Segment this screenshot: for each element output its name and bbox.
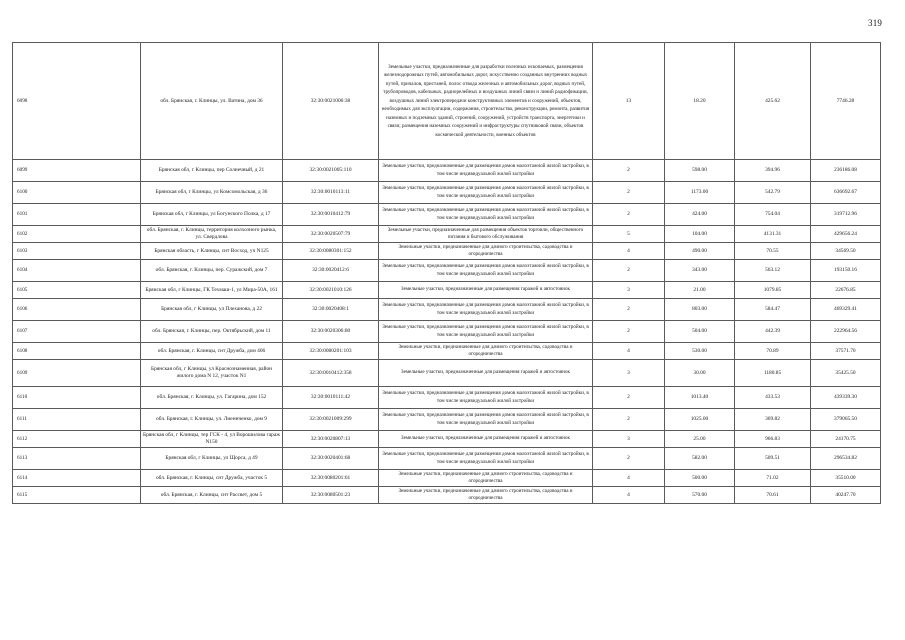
address-cell: обл. Брянская, г. Клинцы, ул. Лиеннченко, дом 9: [141, 409, 283, 431]
address-cell: обл. Брянская, г. Клинцы, пер. Суражский, дом 7: [141, 260, 283, 282]
row-number: 6107: [13, 321, 141, 343]
area-cell: 803.00: [665, 299, 735, 321]
specific-value-cell: 542.79: [735, 182, 811, 204]
cadastral-number-cell: 32:30:0021010:126: [283, 282, 379, 299]
use-group-code-cell: 2: [593, 448, 665, 470]
land-use-cell: Земельные участки, предназначенные для дачного строительства, садоводства и огородничества: [379, 343, 593, 360]
address-cell: обл. Брянская, г. Клинцы, снт Рассвет, дом 5: [141, 487, 283, 504]
specific-value-cell: 70.55: [735, 243, 811, 260]
specific-value-cell: 1079.85: [735, 282, 811, 299]
use-group-code-cell: 3: [593, 282, 665, 299]
row-number: 6115: [13, 487, 141, 504]
cadastral-value-cell: 296534.82: [811, 448, 881, 470]
address-cell: обл. Брянская, г. Клинцы, территория колхозного рынка, ул. Свердлова: [141, 226, 283, 243]
specific-value-cell: 70.61: [735, 487, 811, 504]
cadastral-value-cell: 34569.50: [811, 243, 881, 260]
cadastral-value-cell: 439339.30: [811, 387, 881, 409]
address-cell: Брянская обл, г Клинцы, ул Комсомольская, д 36: [141, 182, 283, 204]
area-cell: 582.00: [665, 448, 735, 470]
land-use-cell: Земельные участки, предназначенные для размещения домов малоэтажной жилой застройки, в том числе индивидуальной жилой застройки: [379, 448, 593, 470]
table-row: [13, 409, 881, 431]
area-cell: 104.00: [665, 226, 735, 243]
specific-value-cell: 1180.85: [735, 360, 811, 387]
cadastral-number-cell: 32:30:0020408:1: [283, 299, 379, 321]
use-group-code-cell: 3: [593, 360, 665, 387]
land-use-cell: Земельные участки, предназначенные для разработки полезных ископаемых, размещения железнодорожных путей, автомобильных дорог, искусственно созданных внутренних водных путей, причалов, пристаней, полос отвода железных и автомобильных дорог, водных путей, трубопроводов, кабельных, радиорелейных и воздушных линий связи и линий радиофикации, воздушных линий электропередачи конструктивных элементов и сооружений, объектов, необходимых для эксплуатации, содержания, строительства, реконструкции, ремонта, развития наземных и подземных зданий, строений, сооружений, устройств транспорта, энергетики и связи; размещения наземных сооружений и инфраструктуры спутниковой связи, объектов космической деятельности, военных объектов: [379, 43, 593, 160]
specific-value-cell: 4131.31: [735, 226, 811, 243]
cadastral-value-cell: 319712.96: [811, 204, 881, 226]
table-row: [13, 470, 881, 487]
row-number: 6109: [13, 360, 141, 387]
address-cell: Брянская обл, г Клинцы, ГК Техмаш-1, ул Мира-50А, 161: [141, 282, 283, 299]
table-row: [13, 321, 881, 343]
land-use-cell: Земельные участки, предназначенные для размещения домов малоэтажной жилой застройки, в том числе индивидуальной жилой застройки: [379, 182, 593, 204]
cadastral-value-cell: 7746.28: [811, 43, 881, 160]
cadastral-value-cell: 636692.67: [811, 182, 881, 204]
table-row: [13, 487, 881, 504]
address-cell: Брянская обл, г Клинцы, пер Солнечный, д 21: [141, 160, 283, 182]
cadastral-number-cell: 32:30:0020412:6: [283, 260, 379, 282]
cadastral-number-cell: 32:30:0020807:13: [283, 431, 379, 448]
cadastral-number-cell: 32:30:0010412:79: [283, 204, 379, 226]
land-use-cell: Земельные участки, предназначенные для дачного строительства, садоводства и огородничества: [379, 243, 593, 260]
area-cell: 504.00: [665, 321, 735, 343]
land-use-cell: Земельные участки, предназначенные для размещения домов малоэтажной жилой застройки, в том числе индивидуальной жилой застройки: [379, 204, 593, 226]
table-row: [13, 299, 881, 321]
address-cell: Брянская обл, г Клинцы, ул Щорса, д 49: [141, 448, 283, 470]
cadastral-number-cell: 32:30:0021005:110: [283, 160, 379, 182]
cadastral-number-cell: 32:30:0020507:79: [283, 226, 379, 243]
table-row: [13, 343, 881, 360]
area-cell: 500.00: [665, 470, 735, 487]
row-number: 6106: [13, 299, 141, 321]
use-group-code-cell: 4: [593, 487, 665, 504]
address-cell: Брянская обл, г Клинцы, ул Плеханова, д 22: [141, 299, 283, 321]
use-group-code-cell: 5: [593, 226, 665, 243]
address-cell: обл. Брянская, г. Клинцы, пер. Октябрьский, дом 11: [141, 321, 283, 343]
row-number: 6102: [13, 226, 141, 243]
row-number: 6103: [13, 243, 141, 260]
address-cell: обл. Брянская, г. Клинцы, снт Дружба, участок 5: [141, 470, 283, 487]
land-use-cell: Земельные участки, предназначенные для размещения домов малоэтажной жилой застройки, в том числе индивидуальной жилой застройки: [379, 387, 593, 409]
land-use-cell: Земельные участки, предназначенные для дачного строительства, садоводства и огородничества: [379, 487, 593, 504]
cadastral-number-cell: 32:30:0080501:23: [283, 487, 379, 504]
cadastral-value-cell: 236186.08: [811, 160, 881, 182]
row-number: 6108: [13, 343, 141, 360]
row-number: 6100: [13, 182, 141, 204]
land-use-cell: Земельные участки, предназначенные для дачного строительства, садоводства и огородничества: [379, 470, 593, 487]
cadastral-number-cell: 32:30:0010113:11: [283, 182, 379, 204]
table-row: [13, 182, 881, 204]
cadastral-number-cell: 32:30:0010111:42: [283, 387, 379, 409]
specific-value-cell: 433.53: [735, 387, 811, 409]
cadastral-number-cell: 32:30:0021009:299: [283, 409, 379, 431]
area-cell: 30.00: [665, 360, 735, 387]
row-number: 6104: [13, 260, 141, 282]
cadastral-number-cell: 32:30:0010412:358: [283, 360, 379, 387]
specific-value-cell: 966.83: [735, 431, 811, 448]
row-number: 6113: [13, 448, 141, 470]
use-group-code-cell: 2: [593, 160, 665, 182]
land-use-cell: Земельные участки, предназначенные для размещения домов малоэтажной жилой застройки, в том числе индивидуальной жилой застройки: [379, 409, 593, 431]
specific-value-cell: 509.51: [735, 448, 811, 470]
row-number: 6098: [13, 43, 141, 160]
use-group-code-cell: 4: [593, 470, 665, 487]
cadastral-value-cell: 469329.41: [811, 299, 881, 321]
address-cell: обл. Брянская, г. Клинцы, ул. Гагарина, дом 152: [141, 387, 283, 409]
address-cell: Брянская обл, г Клинцы, ул Богунского Полка, д 17: [141, 204, 283, 226]
use-group-code-cell: 2: [593, 204, 665, 226]
cadastral-number-cell: 32:30:0020306:80: [283, 321, 379, 343]
use-group-code-cell: 3: [593, 431, 665, 448]
table-row: [13, 226, 881, 243]
table-row: [13, 260, 881, 282]
row-number: 6099: [13, 160, 141, 182]
row-number: 6101: [13, 204, 141, 226]
use-group-code-cell: 13: [593, 43, 665, 160]
cadastral-value-cell: 35510.00: [811, 470, 881, 487]
specific-value-cell: 425.62: [735, 43, 811, 160]
area-cell: 343.00: [665, 260, 735, 282]
address-cell: Брянская область, г Клинцы, снт Восход, уч N125: [141, 243, 283, 260]
table-row: [13, 360, 881, 387]
cadastral-value-cell: 429656.24: [811, 226, 881, 243]
specific-value-cell: 442.39: [735, 321, 811, 343]
area-cell: 424.00: [665, 204, 735, 226]
land-use-cell: Земельные участки, предназначенные для размещения гаражей и автостоянок: [379, 431, 593, 448]
cadastral-value-cell: 35425.50: [811, 360, 881, 387]
land-use-cell: Земельные участки, предназначенные для размещения домов малоэтажной жилой застройки, в том числе индивидуальной жилой застройки: [379, 160, 593, 182]
table-row: [13, 160, 881, 182]
area-cell: 1173.00: [665, 182, 735, 204]
cadastral-value-cell: 379065.50: [811, 409, 881, 431]
use-group-code-cell: 4: [593, 243, 665, 260]
cadastral-number-cell: 32:30:0080301:152: [283, 243, 379, 260]
table-row: [13, 448, 881, 470]
use-group-code-cell: 2: [593, 299, 665, 321]
area-cell: 1025.00: [665, 409, 735, 431]
land-use-cell: Земельные участки, предназначенные для размещения объектов торговли, общественного питания и бытового обслуживания: [379, 226, 593, 243]
register-body: [13, 43, 881, 504]
land-use-cell: Земельные участки, предназначенные для размещения домов малоэтажной жилой застройки, в том числе индивидуальной жилой застройки: [379, 321, 593, 343]
table-row: [13, 204, 881, 226]
area-cell: 598.00: [665, 160, 735, 182]
use-group-code-cell: 4: [593, 343, 665, 360]
area-cell: 21.00: [665, 282, 735, 299]
row-number: 6105: [13, 282, 141, 299]
specific-value-cell: 70.89: [735, 343, 811, 360]
land-use-cell: Земельные участки, предназначенные для размещения гаражей и автостоянок: [379, 360, 593, 387]
table-row: [13, 431, 881, 448]
address-cell: обл. Брянская, г. Клинцы, ул. Ватина, дом 36: [141, 43, 283, 160]
area-cell: 25.00: [665, 431, 735, 448]
page-number: 319: [868, 18, 883, 28]
cadastral-value-cell: 37571.70: [811, 343, 881, 360]
cadastral-value-cell: 222964.56: [811, 321, 881, 343]
row-number: 6112: [13, 431, 141, 448]
specific-value-cell: 394.96: [735, 160, 811, 182]
land-use-cell: Земельные участки, предназначенные для размещения домов малоэтажной жилой застройки, в том числе индивидуальной жилой застройки: [379, 260, 593, 282]
cadastral-number-cell: 32:30:0080201:103: [283, 343, 379, 360]
cadastral-number-cell: 32:30:0021006:38: [283, 43, 379, 160]
area-cell: 18.20: [665, 43, 735, 160]
specific-value-cell: 754.04: [735, 204, 811, 226]
table-row: [13, 282, 881, 299]
row-number: 6114: [13, 470, 141, 487]
specific-value-cell: 584.47: [735, 299, 811, 321]
table-row: [13, 43, 881, 160]
cadastral-value-cell: 24170.75: [811, 431, 881, 448]
specific-value-cell: 71.02: [735, 470, 811, 487]
table-row: [13, 243, 881, 260]
cadastral-register-table: [12, 42, 881, 504]
land-use-cell: Земельные участки, предназначенные для размещения домов малоэтажной жилой застройки, в том числе индивидуальной жилой застройки: [379, 299, 593, 321]
use-group-code-cell: 2: [593, 260, 665, 282]
specific-value-cell: 369.82: [735, 409, 811, 431]
table-row: [13, 387, 881, 409]
area-cell: 530.00: [665, 343, 735, 360]
cadastral-number-cell: 32:30:0020401:68: [283, 448, 379, 470]
area-cell: 1013.40: [665, 387, 735, 409]
cadastral-value-cell: 22676.85: [811, 282, 881, 299]
land-use-cell: Земельные участки, предназначенные для размещения гаражей и автостоянок: [379, 282, 593, 299]
row-number: 6111: [13, 409, 141, 431]
area-cell: 570.00: [665, 487, 735, 504]
address-cell: обл. Брянская, г. Клинцы, снт Дружба, дом 406: [141, 343, 283, 360]
cadastral-value-cell: 193150.16: [811, 260, 881, 282]
area-cell: 490.00: [665, 243, 735, 260]
use-group-code-cell: 2: [593, 182, 665, 204]
cadastral-number-cell: 32:30:0080201:61: [283, 470, 379, 487]
address-cell: Брянская обл, г Клинцы, ул Краснознаменная, район жилого дома N 12, участок N1: [141, 360, 283, 387]
use-group-code-cell: 2: [593, 409, 665, 431]
use-group-code-cell: 2: [593, 321, 665, 343]
use-group-code-cell: 2: [593, 387, 665, 409]
specific-value-cell: 563.12: [735, 260, 811, 282]
cadastral-value-cell: 40247.70: [811, 487, 881, 504]
address-cell: Брянская обл, г Клинцы, тер ГСК - 4, ул Ворошилова гараж N150: [141, 431, 283, 448]
row-number: 6110: [13, 387, 141, 409]
